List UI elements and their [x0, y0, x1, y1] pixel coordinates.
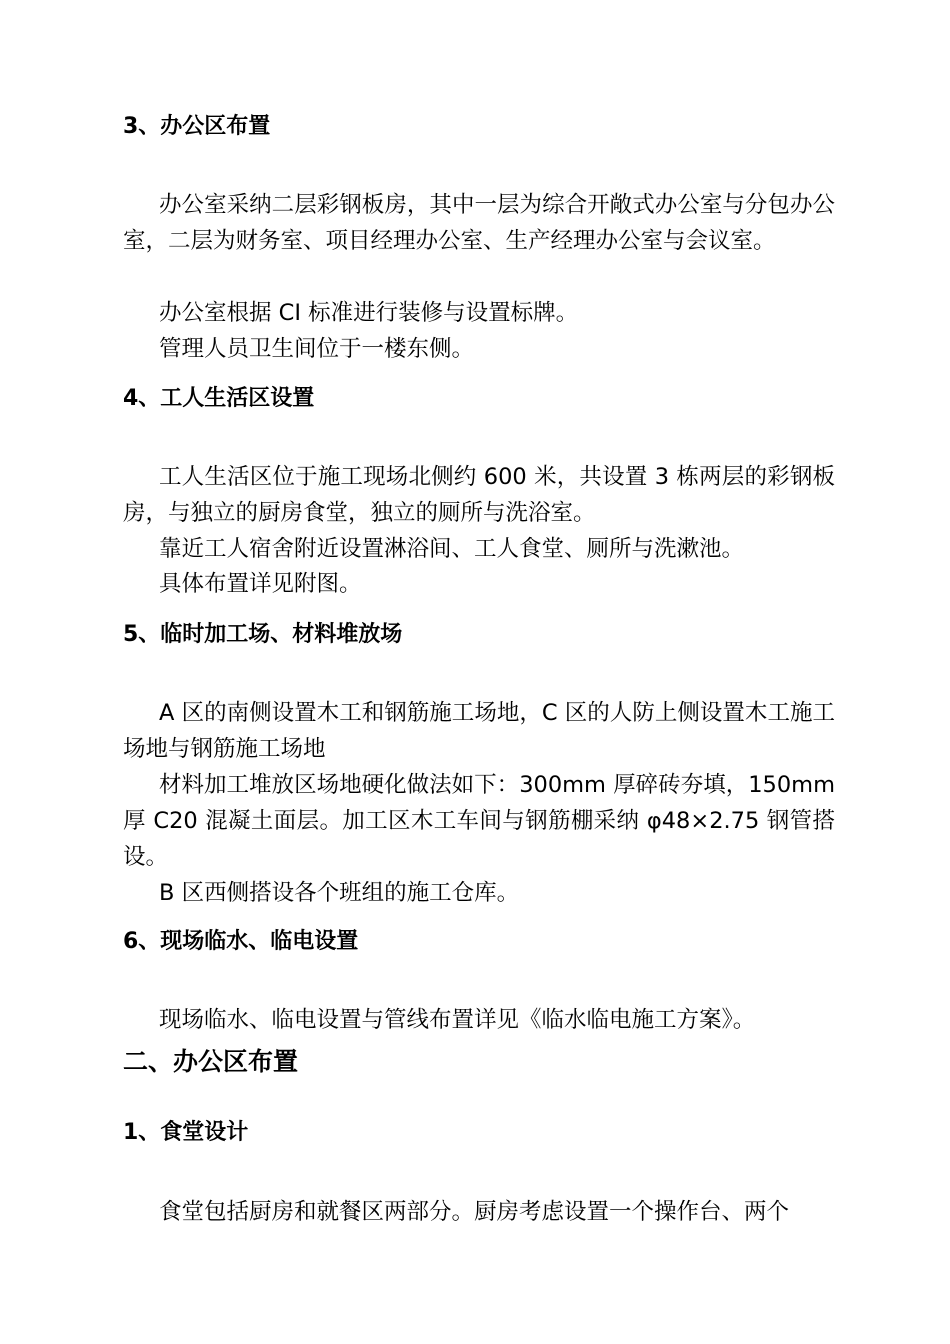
chapter-heading-office-layout: 二、办公区布置: [123, 1047, 299, 1076]
paragraph-temp-water-power: 现场临水、临电设置与管线布置详见《临水临电施工方案》。: [159, 1007, 756, 1033]
paragraph-office-ci: 办公室根据 CI 标准进行装修与设置标牌。: [159, 300, 579, 326]
paragraph-office-building: 办公室采纳二层彩钢板房，其中一层为综合开敞式办公室与分包办公室，二层为财务室、项目经理办公室、生产经理办公室与会议室。: [123, 192, 835, 254]
paragraph-office-restroom: 管理人员卫生间位于一楼东侧。: [159, 336, 475, 362]
paragraph-processing-sites: A 区的南侧设置木工和钢筋施工场地，C 区的人防上侧设置木工施工场地与钢筋施工场地: [123, 700, 835, 762]
paragraph-warehouse: B 区西侧搭设各个班组的施工仓库。: [159, 880, 520, 906]
paragraph-canteen: 食堂包括厨房和就餐区两部分。厨房考虑设置一个操作台、两个: [159, 1199, 790, 1225]
paragraph-worker-living-location: 工人生活区位于施工现场北侧约 600 米，共设置 3 栋两层的彩钢板房，与独立的厨房食堂，独立的厕所与洗浴室。: [123, 464, 835, 526]
paragraph-hardening-method: 材料加工堆放区场地硬化做法如下：300mm 厚碎砖夯填，150mm 厚 C20 混凝土面层。加工区木工车间与钢筋棚采纳 φ48×2.75 钢管搭设。: [123, 772, 835, 870]
section-heading-worker-living: 4、工人生活区设置: [123, 386, 315, 411]
section-heading-canteen-design: 1、食堂设计: [123, 1120, 249, 1145]
section-heading-temp-water-power: 6、现场临水、临电设置: [123, 929, 359, 954]
paragraph-layout-see-appendix: 具体布置详见附图。: [159, 571, 362, 597]
paragraph-worker-facilities: 靠近工人宿舍附近设置淋浴间、工人食堂、厕所与洗漱池。: [159, 536, 745, 562]
section-heading-office-layout: 3、办公区布置: [123, 114, 271, 139]
section-heading-processing-yard: 5、临时加工场、材料堆放场: [123, 622, 403, 647]
